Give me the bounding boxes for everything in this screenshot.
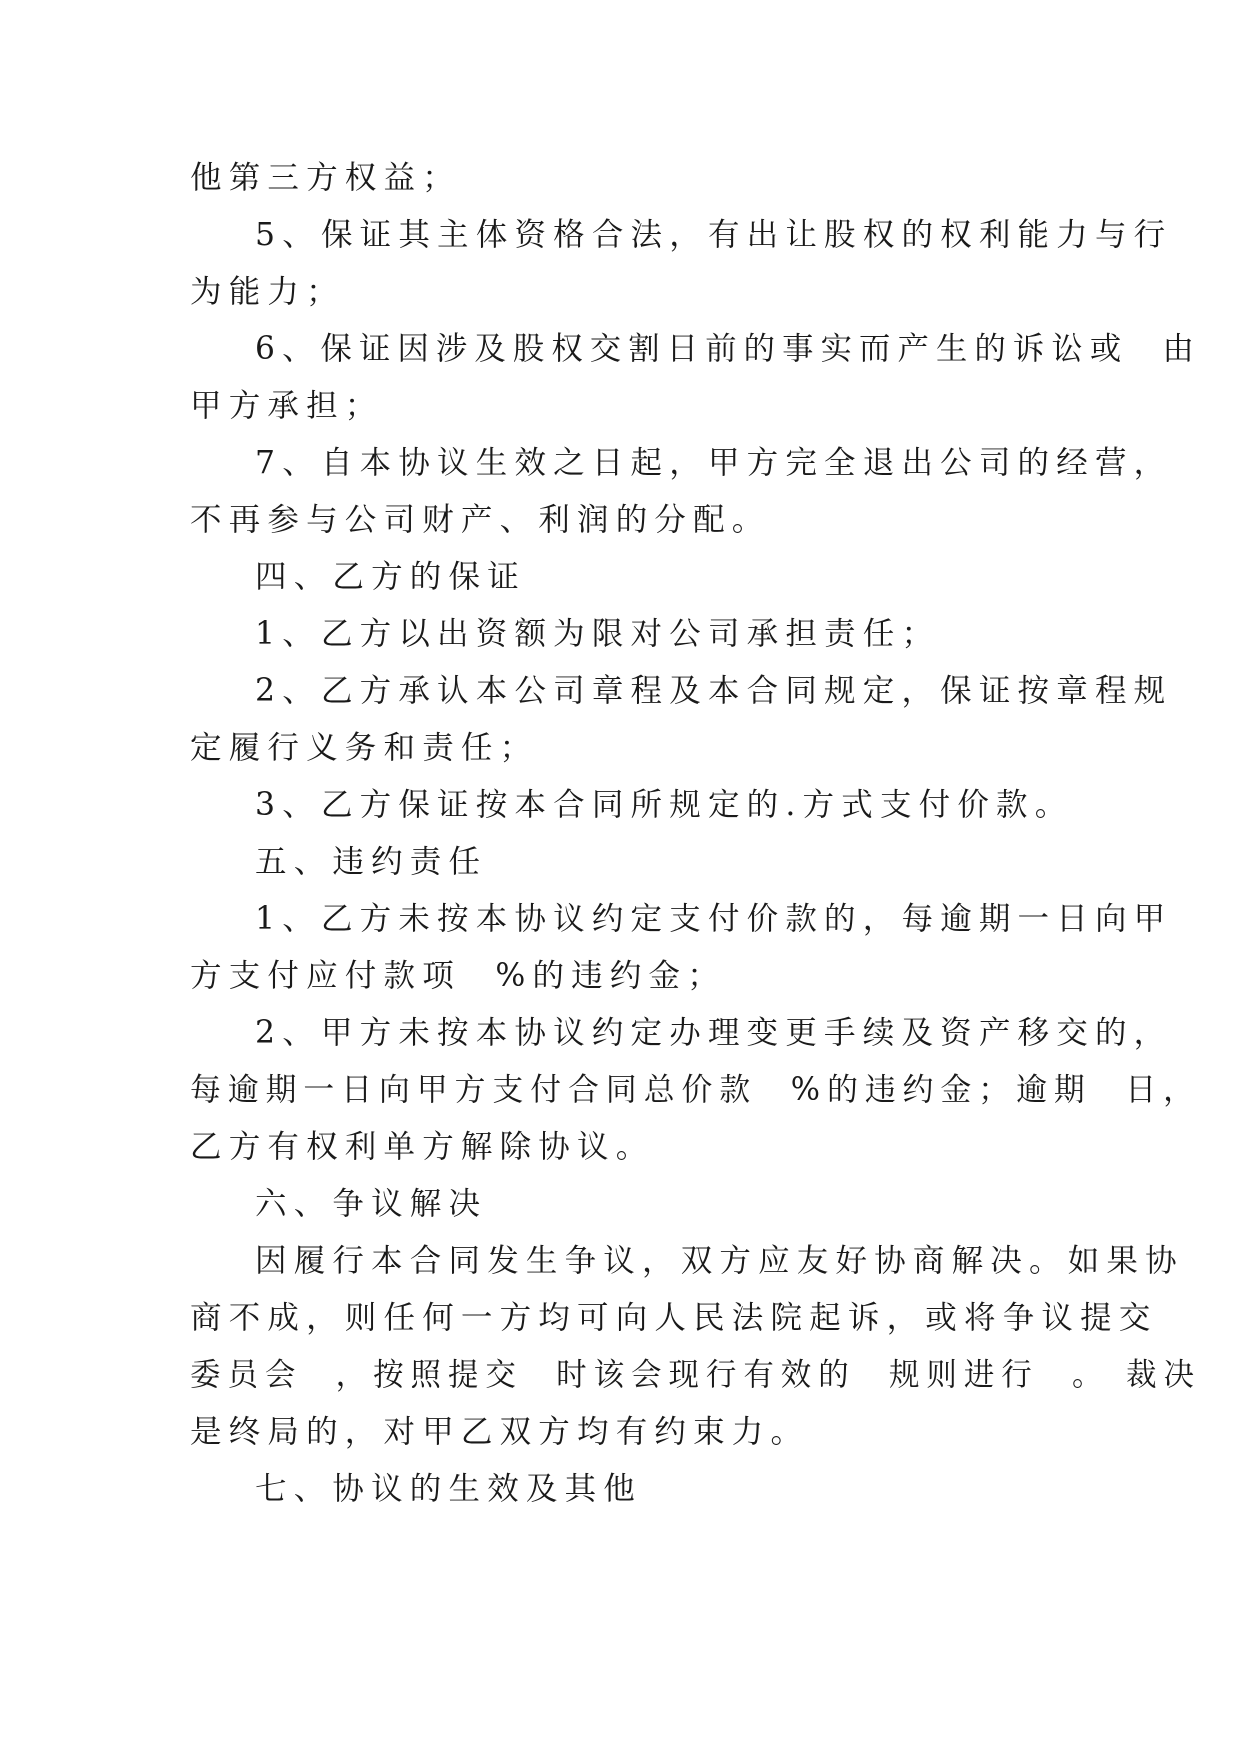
text-line: 定履行义务和责任；	[190, 730, 539, 766]
text-line: 不再参与公司财产、利润的分配。	[190, 502, 771, 538]
section-heading: 六、争议解决	[255, 1186, 488, 1222]
text-line: 3、乙方保证按本合同所规定的.方式支付价款。	[255, 787, 1074, 823]
text-line: 每逾期一日向甲方支付合同总价款 %的违约金；逾期 日，	[190, 1072, 1201, 1108]
text-line: 商不成，则任何一方均可向人民法院起诉，或将争议提交	[190, 1300, 1158, 1336]
text-line: 1、乙方未按本协议约定支付价款的，每逾期一日向甲	[255, 901, 1173, 937]
text-line: 因履行本合同发生争议，双方应友好协商解决。如果协	[255, 1243, 1184, 1279]
text-line: 是终局的，对甲乙双方均有约束力。	[190, 1414, 810, 1450]
text-line: 委员会 ，按照提交 时该会现行有效的 规则进行 。 裁决	[190, 1357, 1201, 1393]
text-line: 2、甲方未按本协议约定办理变更手续及资产移交的，	[255, 1015, 1173, 1051]
section-heading: 五、违约责任	[255, 844, 488, 880]
text-line: 1、乙方以出资额为限对公司承担责任；	[255, 616, 941, 652]
section-heading: 四、乙方的保证	[255, 559, 526, 595]
text-line: 2、乙方承认本公司章程及本合同规定，保证按章程规	[255, 673, 1173, 709]
text-line: 5、保证其主体资格合法，有出让股权的权利能力与行	[255, 217, 1173, 253]
section-heading: 七、协议的生效及其他	[255, 1471, 643, 1507]
text-line: 7、自本协议生效之日起，甲方完全退出公司的经营，	[255, 445, 1173, 481]
text-line: 乙方有权利单方解除协议。	[190, 1129, 655, 1165]
text-line: 6、保证因涉及股权交割日前的事实而产生的诉讼或 由	[255, 331, 1201, 367]
text-line: 甲方承担；	[190, 388, 384, 424]
text-line: 为能力；	[190, 274, 345, 310]
text-line: 他第三方权益；	[190, 160, 461, 196]
text-line: 方支付应付款项 %的违约金；	[190, 958, 726, 994]
